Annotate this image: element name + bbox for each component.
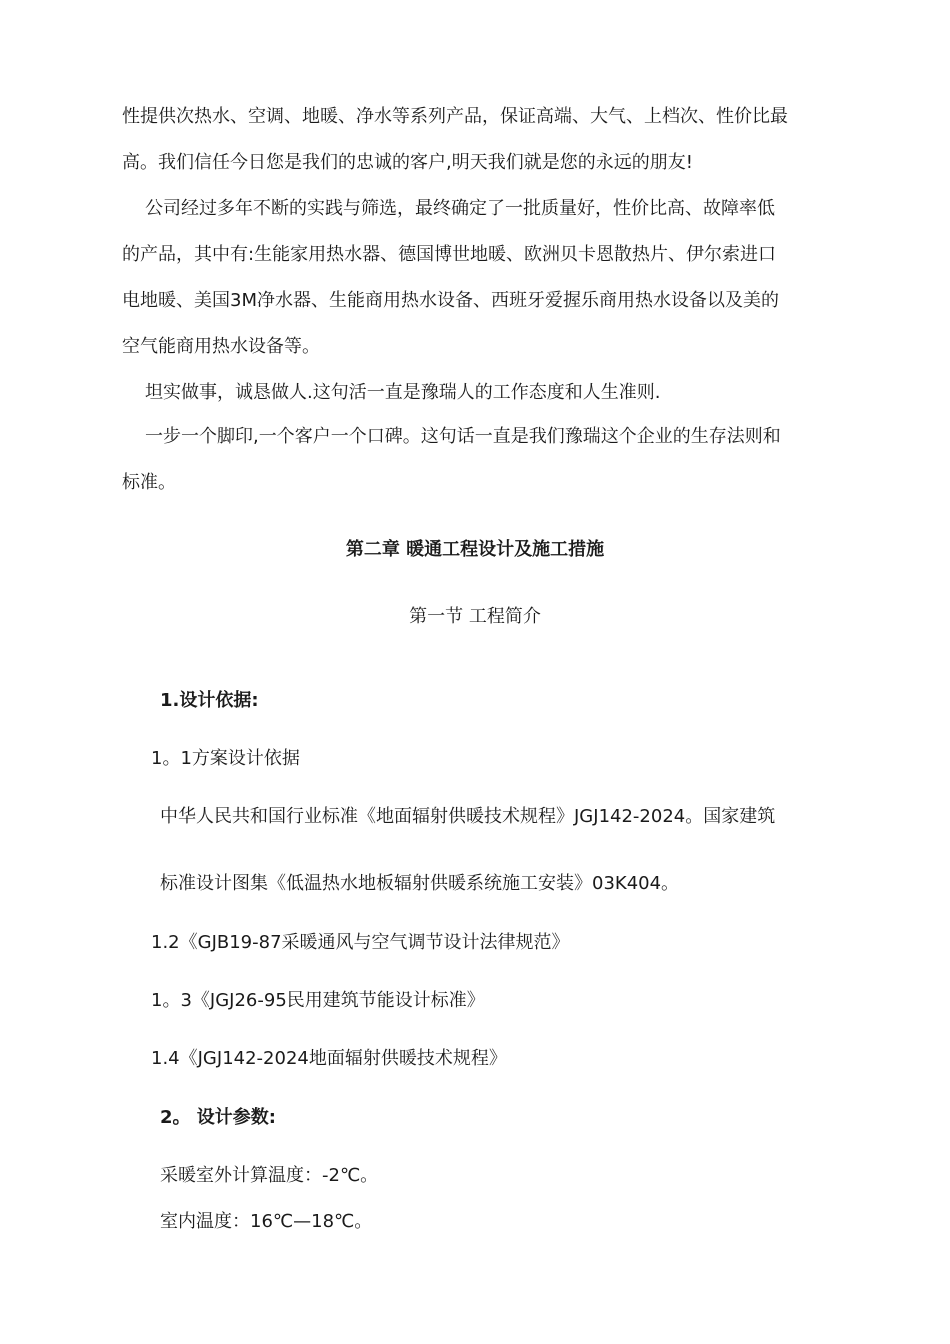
- design-basis-item-1-1-text-line-1: 中华人民共和国行业标准《地面辐射供暖技术规程》JGJ142-2024。国家建筑: [160, 806, 776, 827]
- design-basis-item-1-2: 1.2《GJB19-87采暖通风与空气调节设计法律规范》: [151, 932, 570, 953]
- design-basis-item-1-3: 1。3《JGJ26-95民用建筑节能设计标准》: [151, 990, 485, 1011]
- design-basis-item-1-4: 1.4《JGJ142-2024地面辐射供暖技术规程》: [151, 1048, 507, 1069]
- design-basis-item-1-1: 1。1方案设计依据: [151, 748, 300, 769]
- intro-paragraph-1-line-2: 高。我们信任今日您是我们的忠诚的客户,明天我们就是您的永远的朋友!: [122, 152, 693, 173]
- outdoor-temperature-line: 采暖室外计算温度：-2℃。: [160, 1165, 379, 1186]
- chapter-title: 第二章 暖通工程设计及施工措施: [345, 539, 605, 560]
- intro-paragraph-3-line-1: 坦实做事，诚恳做人.这句活一直是豫瑞人的工作态度和人生准则.: [145, 382, 661, 403]
- intro-paragraph-1-line-1: 性提供次热水、空调、地暖、净水等系列产品，保证高端、大气、上档次、性价比最: [122, 106, 788, 127]
- indoor-temperature-line: 室内温度：16℃—18℃。: [160, 1211, 373, 1232]
- design-params-heading: 2。 设计参数:: [160, 1107, 276, 1128]
- intro-paragraph-2-line-2: 的产品，其中有:生能家用热水器、德国博世地暖、欧洲贝卡恩散热片、伊尔索进口: [122, 244, 777, 265]
- design-basis-heading: 1.设计依据:: [160, 690, 259, 711]
- intro-paragraph-2-line-3: 电地暖、美国3M净水器、生能商用热水设备、西班牙爱握乐商用热水设备以及美的: [122, 290, 779, 311]
- intro-paragraph-4-line-2: 标准。: [122, 472, 176, 493]
- intro-paragraph-2-line-1: 公司经过多年不断的实践与筛选，最终确定了一批质量好，性价比高、故障率低: [145, 198, 775, 219]
- intro-paragraph-4-line-1: 一步一个脚印,一个客户一个口碑。这句话一直是我们豫瑞这个企业的生存法则和: [145, 426, 781, 447]
- design-basis-item-1-1-text-line-2: 标准设计图集《低温热水地板辐射供暖系统施工安装》03K404。: [160, 873, 680, 894]
- intro-paragraph-2-line-4: 空气能商用热水设备等。: [122, 336, 320, 357]
- section-title: 第一节 工程简介: [409, 606, 541, 627]
